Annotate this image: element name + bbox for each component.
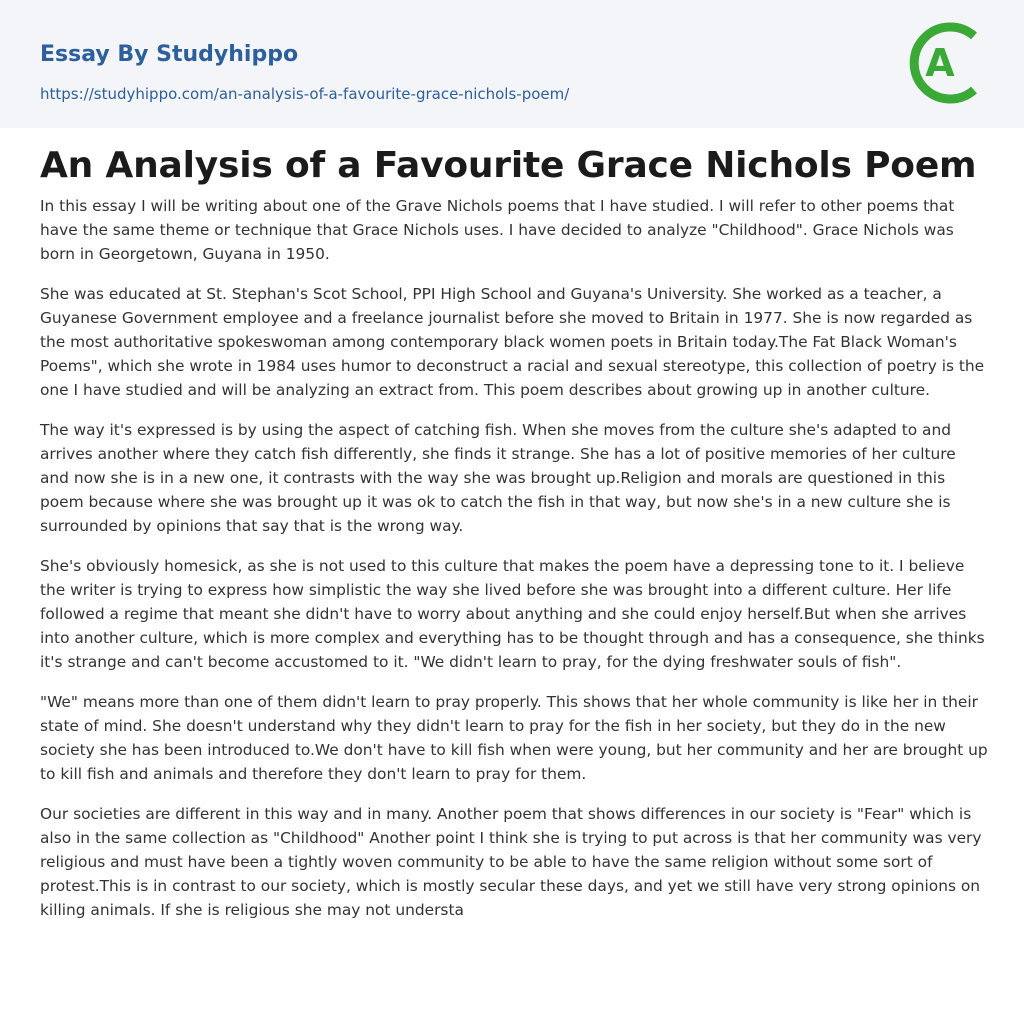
- studyhippo-logo-icon[interactable]: [902, 18, 992, 108]
- site-header: [0, 0, 1024, 128]
- essay-paragraph: The way it's expressed is by using the aspect of catching fish. When she moves from the culture she's adapted to and arrives another where they catch fish differently, she finds it strange. She has a lot of positive memories of her culture and now she is in a new one, it contrasts with the way she was brought up.Religion and morals are questioned in this poem because where she was brought up it was ok to catch the fish in that way, but now she's in a new culture she is surrounded by opinions that say that is the wrong way.: [40, 421, 956, 535]
- essay-body: [40, 194, 988, 938]
- essay-paragraph: "We" means more than one of them didn't learn to pray properly. This shows that her whole community is like her in their state of mind. She doesn't understand why they didn't learn to pray for the fish in her society, but they do in the new society she has been introduced to.We don't have to kill fish when were young, but her community and her are brought up to kill fish and animals and therefore they don't learn to pray for them.: [40, 693, 988, 783]
- essay-paragraph: She was educated at St. Stephan's Scot School, PPI High School and Guyana's University. She worked as a teacher, a Guyanese Government employee and a freelance journalist before she moved to Britain in 1977. She is now regarded as the most authoritative spokeswoman among contemporary black women poets in Britain today.The Fat Black Woman's Poems", which she wrote in 1984 uses humor to deconstruct a racial and sexual stereotype, this collection of poetry is the one I have studied and will be analyzing an extract from. This poem describes about growing up in another culture.: [40, 285, 985, 399]
- essay-paragraph: In this essay I will be writing about one of the Grave Nichols poems that I have studied. I will refer to other poems that have the same theme or technique that Grace Nichols uses. I have decided to analyze "Childhood". Grace Nichols was born in Georgetown, Guyana in 1950.: [40, 197, 955, 263]
- essay-paragraph: Our societies are different in this way and in many. Another poem that shows differences in our society is "Fear" which is also in the same collection as "Childhood" Another point I think she is trying to put across is that her community was very religious and must have been a tightly woven community to be able to have the same religion without some sort of protest.This is in contrast to our society, which is mostly secular these days, and yet we still have very strong opinions on killing animals. If she is religious she may not understa: [40, 805, 982, 919]
- essay-title: An Analysis of a Favourite Grace Nichols Poem: [40, 145, 977, 186]
- source-url-link[interactable]: https://studyhippo.com/an-analysis-of-a-favourite-grace-nichols-poem/: [40, 85, 570, 103]
- essay-paragraph: She's obviously homesick, as she is not used to this culture that makes the poem have a depressing tone to it. I believe the writer is trying to express how simplistic the way she lived before she was brought into a different culture. Her life followed a regime that meant she didn't have to worry about anything and she could enjoy herself.But when she arrives into another culture, which is more complex and everything has to be thought through and has a consequence, she thinks it's strange and can't become accustomed to it. "We didn't learn to pray, for the dying freshwater souls of fish".: [40, 557, 985, 671]
- logo-letter: A: [925, 41, 955, 85]
- site-brand[interactable]: Essay By Studyhippo: [40, 42, 299, 67]
